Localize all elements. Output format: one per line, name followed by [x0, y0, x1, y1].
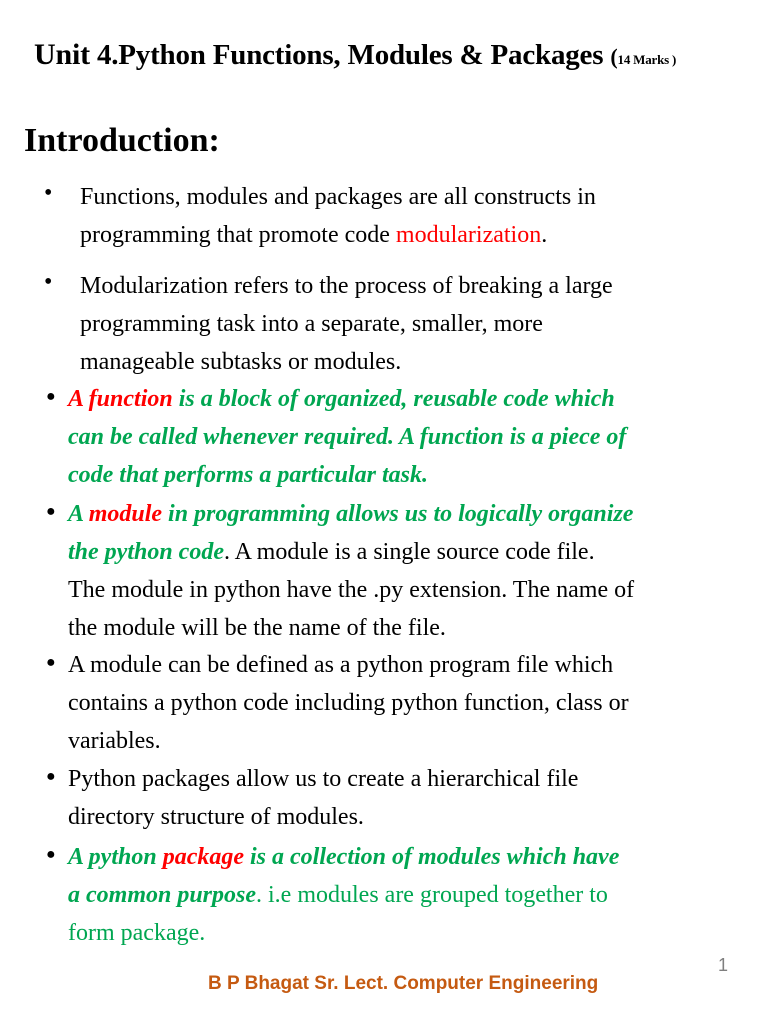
bullet-5-line-2: contains a python code including python function, class or [68, 690, 629, 716]
bullet-icon: ● [46, 654, 56, 671]
bullet-6-line-2: directory structure of modules. [68, 804, 364, 830]
bullet-2-line-2: programming task into a separate, smaller, more [80, 311, 543, 337]
bullet-7 [68, 838, 619, 952]
page-number: 1 [718, 955, 729, 975]
bullet-4-line-2 [68, 533, 634, 571]
footer-author: B P Bhagat Sr. Lect. Computer Engineering [208, 973, 599, 994]
bullet-5-line-3: variables. [68, 728, 161, 754]
bullet-icon: • [44, 269, 53, 295]
bullet-4-line-3: The module in python have the .py extension. The name of [68, 577, 635, 603]
title-main: 4.Python Functions, Modules & Packages [96, 39, 604, 71]
bullet-3-line-2: can be called whenever required. A function is a piece of [68, 424, 627, 450]
bullet-3-line-1 [68, 380, 626, 418]
bullet-7-pre: A python [68, 844, 163, 870]
bullet-5 [68, 646, 629, 760]
bullet-7-line-2 [68, 876, 619, 914]
bullet-1-text: programming that promote code [80, 222, 396, 248]
common-purpose-term: a common purpose [68, 882, 257, 908]
bullet-1-period: . [541, 222, 548, 248]
bullet-icon: • [44, 180, 53, 206]
bullet-4-text: in programming allows us to logically organize [162, 501, 634, 527]
bullet-4-line-2-rest: . A module is a single source code file. [224, 539, 595, 565]
bullet-3-text: is a block of organized, reusable code which [172, 386, 615, 412]
bullet-3-line-3: code that performs a particular task. [68, 462, 429, 488]
bullet-4 [68, 495, 634, 647]
bullet-3 [68, 380, 626, 494]
title-marks: 14 Marks ) [617, 52, 677, 67]
bullet-4-pre: A [68, 501, 89, 527]
package-term: package [162, 844, 245, 870]
bullet-6 [68, 760, 578, 836]
module-term: module [88, 501, 163, 527]
bullet-7-line-3: form package. [68, 920, 206, 946]
bullet-2-line-3: manageable subtasks or modules. [80, 349, 402, 375]
bullet-icon: ● [46, 503, 56, 520]
bullet-2-line-1: Modularization refers to the process of breaking a large [80, 273, 613, 299]
function-term: A function [68, 386, 173, 412]
title-paren: ( [610, 44, 618, 69]
python-code-term: the python code [68, 539, 224, 565]
bullet-6-line-1: Python packages allow us to create a hierarchical file [68, 766, 579, 792]
title-unit: Unit [34, 38, 90, 71]
bullet-7-line-1 [68, 838, 619, 876]
bullet-2 [80, 267, 613, 381]
section-heading: Introduction: [24, 122, 220, 159]
modularization-term: modularization [395, 222, 542, 248]
bullet-5-line-1: A module can be defined as a python program file which [68, 652, 614, 678]
bullet-icon: ● [46, 388, 56, 405]
bullet-1 [80, 178, 596, 254]
bullet-icon: ● [46, 846, 56, 863]
bullet-icon: ● [46, 768, 56, 785]
bullet-4-line-1 [68, 495, 634, 533]
page-title [34, 38, 676, 72]
bullet-1-line-2 [80, 216, 596, 254]
bullet-4-line-4: the module will be the name of the file. [68, 615, 446, 641]
bullet-7-line-2-rest: . i.e modules are grouped together to [256, 882, 608, 908]
bullet-7-text: is a collection of modules which have [244, 844, 620, 870]
bullet-1-line-1: Functions, modules and packages are all constructs in [80, 184, 596, 210]
